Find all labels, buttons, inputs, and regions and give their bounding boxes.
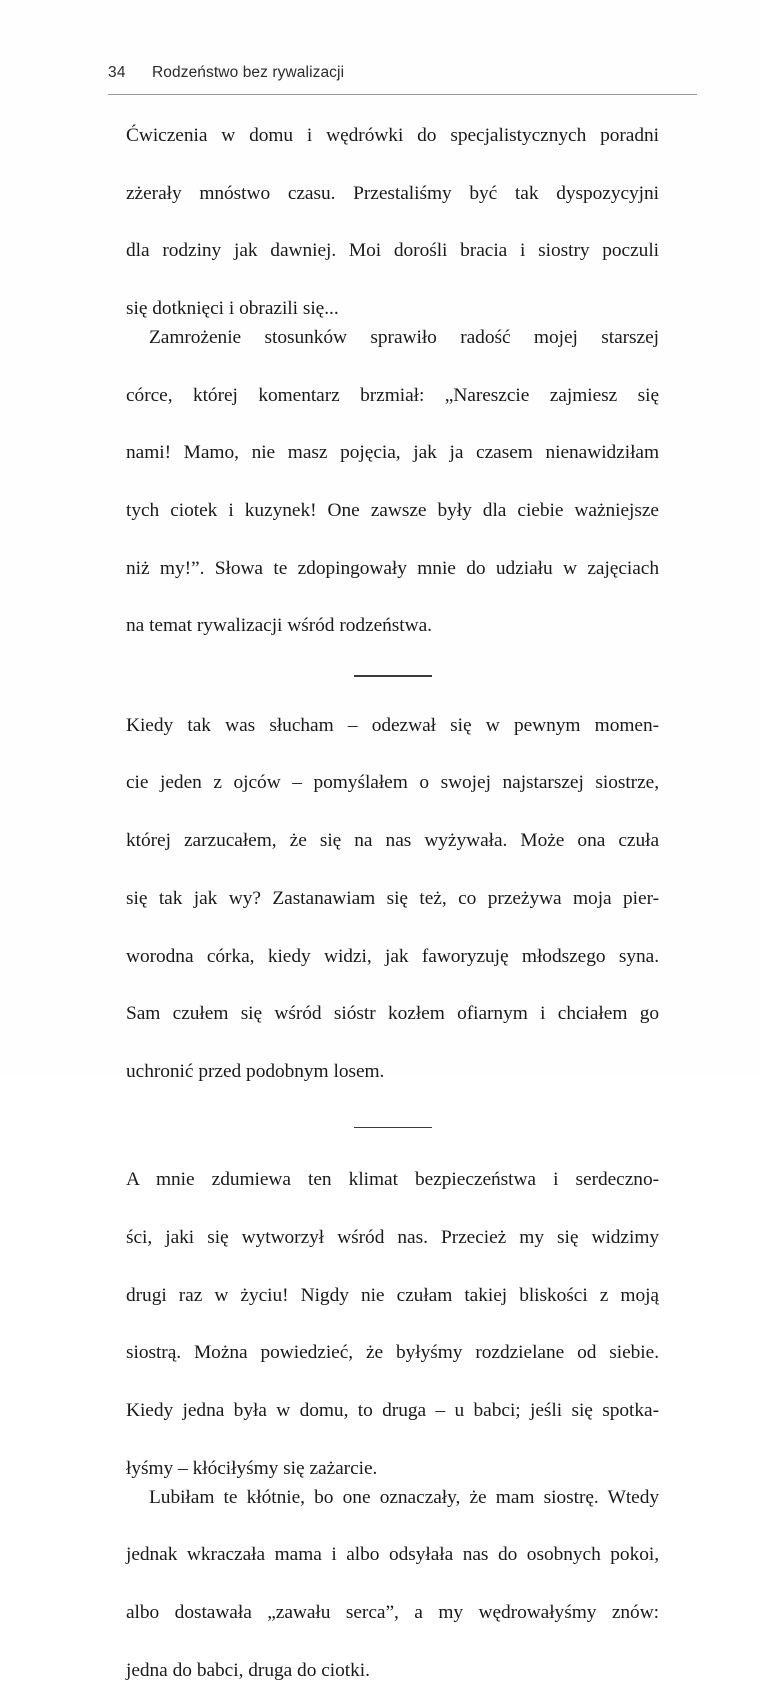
running-title: Rodzeństwo bez rywalizacji [152,64,345,81]
divider-rule [354,1127,432,1129]
text-line: dla rodziny jak dawniej. Moi dorośli bracia i siostry poczuli [126,240,659,262]
text-line: Kiedy tak was słucham – odezwał się w pewnym momen- [126,714,659,736]
text-line: się tak jak wy? Zastanawiam się też, co przeżywa moja pier- [126,887,659,909]
divider-rule [354,675,432,677]
text-column [126,122,659,1686]
text-line: łyśmy – kłóciłyśmy się zażarcie. [126,1457,378,1479]
paragraph-1 [126,122,659,324]
text-line: jednak wkraczała mama i albo odsyłała nas do osobnych pokoi, [126,1544,659,1566]
spacer-before-divider-1 [126,641,659,675]
text-line: córce, której komentarz brzmiał: „Nareszcie zajmiesz się [126,384,659,406]
running-header [108,64,698,82]
text-line: której zarzucałem, że się na nas wyżywała. Może ona czuła [126,830,659,852]
paragraph-5 [126,1484,659,1686]
text-line: nami! Mamo, nie masz pojęcia, jak ja czasem nienawidziłam [126,442,659,464]
text-line: Zamrożenie stosunków sprawiło radość mojej starszej [149,326,659,348]
text-line: jedna do babci, druga do ciotki. [126,1659,370,1681]
spacer-after-divider-1 [126,677,659,712]
text-line: zżerały mnóstwo czasu. Przestaliśmy być tak dyspozycyjni [126,182,659,204]
text-line: albo dostawała „zawału serca”, a my wędrowałyśmy znów: [126,1602,659,1623]
paragraph-2 [126,324,659,641]
text-line: uchronić przed podobnym losem. [126,1060,385,1082]
text-line: niż my!”. Słowa te zdopingowały mnie do udziału w zajęciach [126,557,659,579]
page-number: 34 [108,64,126,81]
text-line: Lubiłam te kłótnie, bo one oznaczały, że mam siostrę. Wtedy [149,1486,659,1508]
text-line: Kiedy jedna była w domu, to druga – u babci; jeśli się spotka- [126,1400,659,1422]
text-line: cie jeden z ojców – pomyślałem o swojej najstarszej siostrze, [126,772,659,794]
spacer-before-divider-2 [126,1087,659,1127]
text-line: A mnie zdumiewa ten klimat bezpieczeństwa i serdeczno- [126,1169,659,1191]
text-line: tych ciotek i kuzynek! One zawsze były dla ciebie ważniejsze [126,499,659,521]
text-line: Ćwiczenia w domu i wędrówki do specjalistycznych poradni [126,125,659,146]
paragraph-4 [126,1166,659,1483]
text-line: ści, jaki się wytworzył wśród nas. Przecież my się widzimy [126,1227,659,1249]
text-line: worodna córka, kiedy widzi, jak faworyzuję młodszego syna. [126,945,659,967]
text-line: się dotknięci i obrazili się... [126,298,339,320]
text-line: drugi raz w życiu! Nigdy nie czułam takiej bliskości z moją [126,1284,659,1306]
spacer-after-divider-2 [126,1128,659,1166]
text-line: na temat rywalizacji wśród rodzeństwa. [126,615,432,637]
text-line: siostrą. Można powiedzieć, że byłyśmy rozdzielane od siebie. [126,1342,659,1364]
header-rule [108,94,697,95]
text-line: Sam czułem się wśród sióstr kozłem ofiarnym i chciałem go [126,1003,659,1025]
paragraph-3 [126,712,659,1087]
